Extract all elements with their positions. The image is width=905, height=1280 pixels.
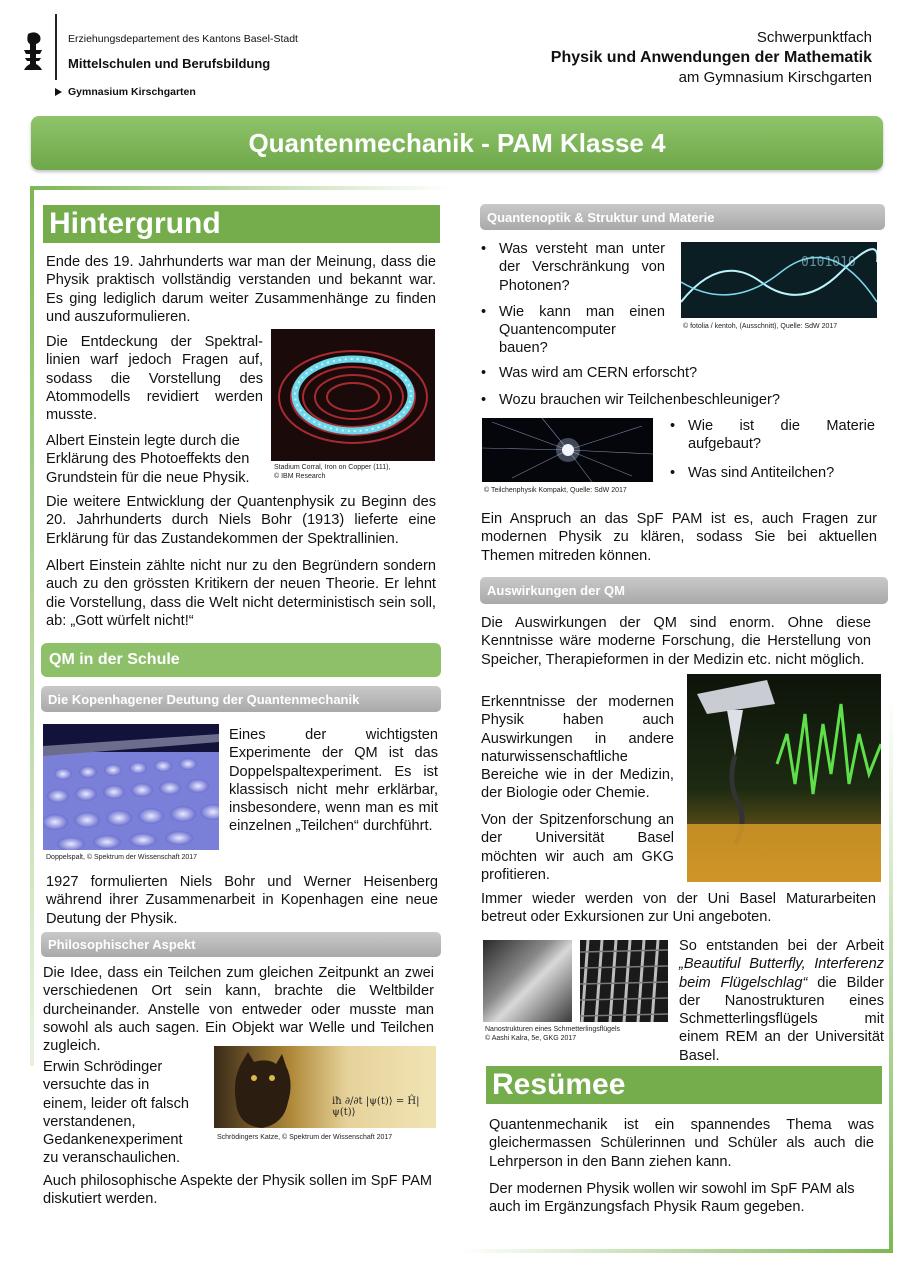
subheading-auswirkungen: Auswirkungen der QM bbox=[480, 577, 888, 604]
subject-label: Schwerpunktfach bbox=[756, 29, 872, 46]
subheading-quantenoptik: Quantenoptik & Struktur und Materie bbox=[480, 204, 885, 230]
frame-line-left bbox=[30, 186, 34, 1066]
hintergrund-paragraph-1: Ende des 19. Jahrhunderts war man der Meinung, dass die Physik praktisch vollständig verstanden und bekannt war. Es ging lediglich darum weiter Zusammenhänge zu finden und auszuformulieren. bbox=[46, 254, 436, 325]
subheading-kopenhagener: Die Kopenhagener Deutung der Quantenmechanik bbox=[41, 686, 441, 712]
nanostructure-caption-line-1: Nanostrukturen eines Schmetterlingsflügels bbox=[485, 1026, 621, 1033]
schroedinger-cat-image bbox=[214, 1046, 436, 1128]
butterfly-text-pre: So entstanden bei der Arbeit bbox=[679, 938, 884, 954]
optik-paragraph: Ein Anspruch an das SpF PAM ist es, auch Fragen zur modernen Physik zu klären, sodass Sie bei aktuellen Themen mitreden können. bbox=[481, 511, 877, 564]
schroedinger-formula: iħ ∂/∂t |ψ(t)⟩ = Ĥ|ψ(t)⟩ bbox=[332, 1096, 420, 1118]
subject-title: Physik und Anwendungen der Mathematik bbox=[550, 49, 872, 66]
department-name: Erziehungsdepartement des Kantons Basel-Stadt bbox=[68, 33, 298, 45]
section-heading-resumee: Resümee bbox=[486, 1066, 882, 1104]
auswirkungen-paragraph-1: Die Auswirkungen der QM sind enorm. Ohne diese Kenntnisse wäre moderne Forschung, die Herstellung von Speicher, Therapieformen in der Medizin etc. nicht möglich. bbox=[481, 615, 871, 668]
quantum-corral-image bbox=[271, 329, 435, 461]
resumee-paragraph-2: Der modernen Physik wollen wir sowohl im SpF PAM als auch im Ergänzungsfach Physik Raum gegeben. bbox=[489, 1181, 855, 1216]
auswirkungen-paragraph-5 bbox=[679, 937, 884, 1065]
double-slit-image bbox=[43, 724, 219, 850]
cat-caption: Schrödingers Katze, © Spektrum der Wissenschaft 2017 bbox=[217, 1134, 393, 1141]
corral-caption bbox=[274, 463, 390, 481]
hintergrund-paragraph-5: Albert Einstein zählte nicht nur zu den Begründern sondern auch zu den grössten Kritikern der neuen Theorie. Er lehnt die Vorstellung, dass die Welt nicht deterministisch sein soll, ab: „Gott würfelt nicht!“ bbox=[46, 558, 436, 629]
questions-list-1 bbox=[481, 240, 665, 358]
particle-collision-image bbox=[482, 418, 653, 482]
schule-paragraph-3: Die Idee, dass ein Teilchen zum gleichen Zeitpunkt an zwei verschiedenen Ort sein kann, brachte die Weltbilder durcheinander. Anstelle von entweder oder musste man sowohl als auch sagen. Ein Objekt war Welle und Teilchen zugleich. bbox=[43, 965, 434, 1055]
nanostructure-caption-line-2: © Aashi Kalra, 5e, GKG 2017 bbox=[485, 1035, 577, 1042]
optics-caption: © fotolia / kentoh, (Ausschnitt), Quelle: SdW 2017 bbox=[683, 323, 838, 330]
arrow-right-icon bbox=[55, 88, 62, 96]
section-heading-hintergrund: Hintergrund bbox=[43, 205, 440, 243]
butterfly-text-post: die Bilder der Nanostrukturen eines Schmetterlingsflügels mit einem REM an der Universität Basel. bbox=[679, 974, 884, 1064]
question-item: • Wie kann man einen Quantencomputer bauen? bbox=[481, 303, 665, 358]
hintergrund-paragraph-2: Die Entdeckung der Spektral-linien warf jedoch Fragen auf, sodass die Vorstellung des Atommodells revidiert werden musste. bbox=[46, 334, 263, 424]
schule-paragraph-2: 1927 formulierten Niels Bohr und Werner Heisenberg während ihrer Zusammenarbeit in Kopenhagen eine neue Deutung der Physik. bbox=[46, 874, 438, 927]
double-slit-caption: Doppelspalt, © Spektrum der Wissenschaft 2017 bbox=[46, 854, 198, 861]
hintergrund-paragraph-4: Die weitere Entwicklung der Quantenphysik zu Beginn des 20. Jahrhunderts durch Niels Bohr (1913) lieferte eine Erklärung für das Zustandekommen der Spektrallinien. bbox=[46, 494, 436, 547]
subheading-philosophisch: Philosophischer Aspekt bbox=[41, 932, 441, 957]
question-item: • Wozu brauchen wir Teilchenbeschleuniger? bbox=[481, 391, 881, 409]
frame-line-bottom bbox=[460, 1249, 893, 1253]
question-item: • Wie ist die Materie aufgebaut? bbox=[670, 417, 875, 454]
nanostructure-image-2 bbox=[580, 940, 668, 1022]
auswirkungen-paragraph-2: Erkenntnisse der modernen Physik haben auch Auswirkungen in andere naturwissenschaftliche Bereiche wie in der Medizin, der Biologie oder Chemie. bbox=[481, 694, 674, 802]
subject-school: am Gymnasium Kirschgarten bbox=[678, 69, 872, 86]
corral-caption-line-2: © IBM Research bbox=[274, 473, 326, 480]
subject-header bbox=[551, 28, 872, 88]
question-item: • Was sind Antiteilchen? bbox=[670, 464, 875, 482]
header-divider bbox=[55, 14, 57, 80]
nanostructure-caption bbox=[485, 1025, 620, 1043]
svg-text:0101010: 0101010 bbox=[801, 255, 856, 270]
hintergrund-paragraph-3: Albert Einstein legte durch die Erklärung des Photoeffekts den Grundstein für die neue Physik. bbox=[46, 433, 250, 486]
nanostructure-image-1 bbox=[483, 940, 572, 1022]
schule-paragraph-4: Erwin Schrödinger versuchte das in einem, leider oft falsch verstandenen, Gedankenexperiment zu veranschaulichen. bbox=[43, 1059, 190, 1167]
corral-caption-line-1: Stadium Corral, Iron on Copper (111), bbox=[274, 464, 391, 471]
question-item: • Was versteht man unter der Verschränkung von Photonen? bbox=[481, 240, 665, 295]
cat-silhouette-icon bbox=[228, 1052, 298, 1128]
auswirkungen-paragraph-3: Von der Spitzenforschung an der Universität Basel möchten wir auch am GKG profitieren. bbox=[481, 812, 674, 883]
auswirkungen-paragraph-4: Immer wieder werden von der Uni Basel Maturarbeiten betreut oder Exkursionen zur Uni angeboten. bbox=[481, 891, 876, 926]
questions-list-3 bbox=[670, 417, 875, 482]
schule-paragraph-1: Eines der wichtigsten Experimente der QM ist das Doppelspaltexperiment. Es ist klassisch nicht mehr erklärbar, insbesondere, wenn man es mit einzelnen „Teilchen“ durchführt. bbox=[229, 727, 438, 835]
resumee-paragraph-1: Quantenmechanik ist ein spannendes Thema was gleichermassen Schülerinnen und Schüler als auch die Lehrperson in den Bann ziehen kann. bbox=[489, 1117, 874, 1170]
quantum-optics-image bbox=[681, 242, 877, 318]
butterfly-title: „Beautiful Butterfly, Interferenz beim Flügelschlag“ bbox=[679, 956, 884, 991]
school-name bbox=[55, 86, 196, 98]
particle-caption: © Teilchenphysik Kompakt, Quelle: SdW 2017 bbox=[484, 487, 627, 494]
frame-line-right bbox=[889, 700, 893, 1252]
afm-research-image bbox=[687, 674, 881, 882]
section-heading-schule: QM in der Schule bbox=[41, 643, 441, 677]
page-title: Quantenmechanik - PAM Klasse 4 bbox=[31, 116, 883, 170]
school-name-text: Gymnasium Kirschgarten bbox=[68, 86, 196, 98]
schule-paragraph-5: Auch philosophische Aspekte der Physik sollen im SpF PAM diskutiert werden. bbox=[43, 1173, 433, 1208]
question-item: • Was wird am CERN erforscht? bbox=[481, 364, 881, 382]
division-name: Mittelschulen und Berufsbildung bbox=[68, 56, 271, 71]
frame-line-top bbox=[30, 186, 450, 190]
basel-crest-icon bbox=[18, 30, 48, 74]
questions-list-2 bbox=[481, 364, 881, 410]
